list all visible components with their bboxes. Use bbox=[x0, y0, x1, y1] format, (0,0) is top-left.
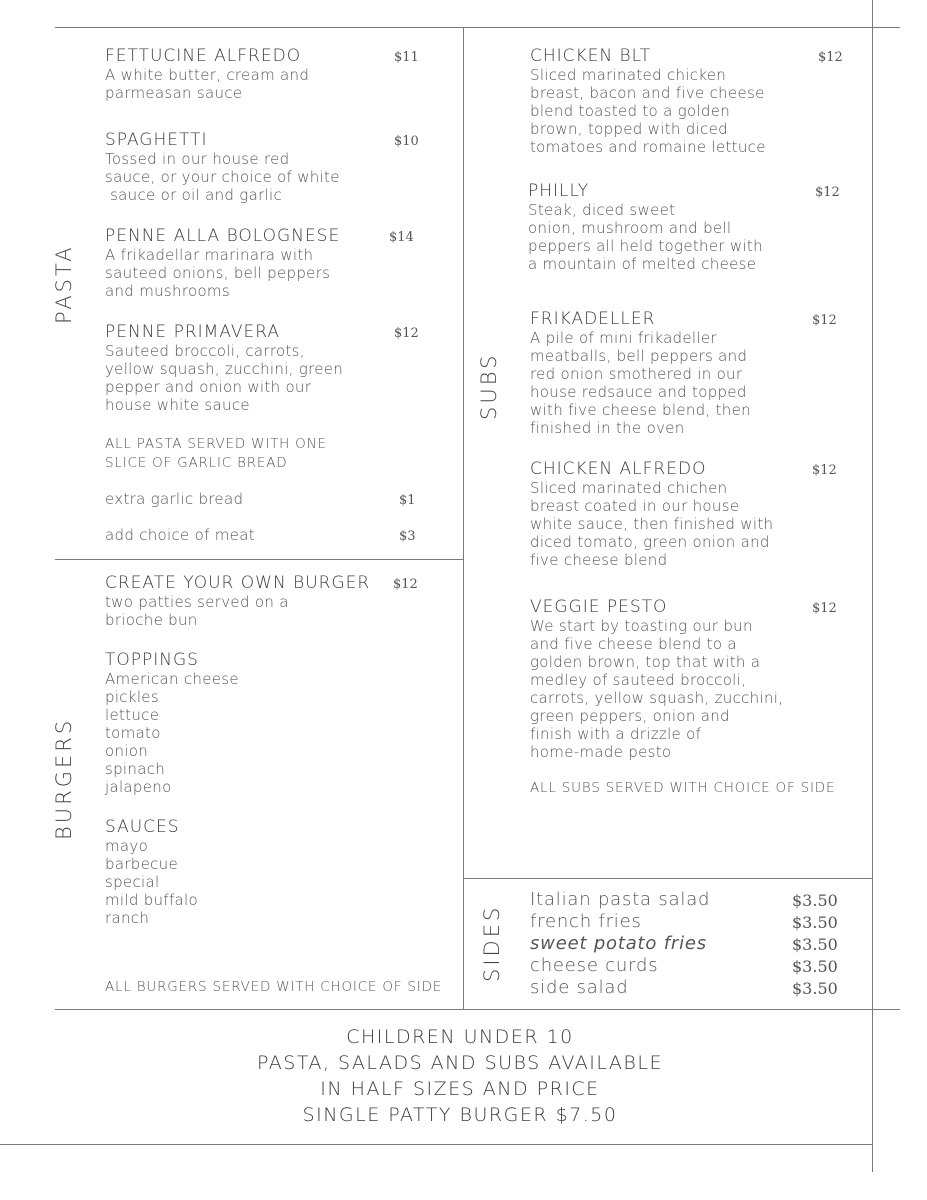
item-desc-line: sauce or oil and garlic bbox=[105, 186, 283, 204]
burgers-note: ALL BURGERS SERVED WITH CHOICE OF SIDE bbox=[105, 979, 443, 995]
item-desc-line: onion, mushroom and bell bbox=[528, 219, 732, 237]
menu-item-chicken-blt bbox=[530, 47, 810, 156]
children-note bbox=[160, 1024, 760, 1128]
sauce-item: mild buffalo bbox=[105, 891, 198, 909]
item-desc-line: breast coated in our house bbox=[530, 497, 740, 515]
toppings-list bbox=[105, 651, 405, 796]
subs-sides-divider bbox=[463, 878, 872, 879]
item-desc-line: finished in the oven bbox=[530, 419, 685, 437]
item-desc-line: A white butter, cream and bbox=[105, 66, 310, 84]
sauces-title: SAUCES bbox=[105, 817, 180, 837]
item-desc-line: house redsauce and topped bbox=[530, 383, 747, 401]
item-price: $12 bbox=[812, 463, 837, 478]
menu-item-veggie-pesto bbox=[530, 598, 810, 761]
extra-garlic-bread: extra garlic bread bbox=[105, 490, 244, 508]
item-desc-line: pepper and onion with our bbox=[105, 378, 312, 396]
add-meat-price: $3 bbox=[399, 529, 416, 544]
item-price: $11 bbox=[394, 50, 419, 65]
item-desc-line: Sauteed broccoli, carrots, bbox=[105, 342, 305, 360]
item-desc-line: Sliced marinated chichen bbox=[530, 479, 728, 497]
menu-item-chicken-alfredo bbox=[530, 460, 810, 569]
item-desc-line: white sauce, then finished with bbox=[530, 515, 774, 533]
topping-item: tomato bbox=[105, 724, 161, 742]
item-desc-line: parmeasan sauce bbox=[105, 84, 243, 102]
item-desc-line: blend toasted to a golden bbox=[530, 102, 731, 120]
footer-line: PASTA, SALADS AND SUBS AVAILABLE bbox=[257, 1052, 663, 1074]
topping-item: jalapeno bbox=[105, 778, 172, 796]
item-name: PHILLY bbox=[528, 181, 590, 201]
topping-item: American cheese bbox=[105, 670, 239, 688]
item-name: FETTUCINE ALFREDO bbox=[105, 46, 302, 66]
item-name: VEGGIE PESTO bbox=[530, 597, 668, 617]
item-desc-line: green peppers, onion and bbox=[530, 707, 730, 725]
item-desc-line: finish with a drizzle of bbox=[530, 725, 702, 743]
item-name: FRIKADELLER bbox=[530, 309, 656, 329]
item-desc-line: and mushrooms bbox=[105, 282, 230, 300]
item-desc-line: Tossed in our house red bbox=[105, 150, 290, 168]
menu-item-create-your-own-burger bbox=[105, 574, 395, 629]
item-price: $14 bbox=[389, 230, 414, 245]
add-meat: add choice of meat bbox=[105, 526, 255, 544]
menu-item-frikadeller bbox=[530, 310, 810, 437]
note-line: ALL PASTA SERVED WITH ONE bbox=[105, 436, 327, 452]
topping-item: lettuce bbox=[105, 706, 160, 724]
item-desc-line: sauteed onions, bell peppers bbox=[105, 264, 331, 282]
item-name: CREATE YOUR OWN BURGER bbox=[105, 573, 371, 593]
menu-item-philly bbox=[528, 182, 808, 273]
topping-item: pickles bbox=[105, 688, 159, 706]
item-desc-line: diced tomato, green onion and bbox=[530, 533, 770, 551]
item-price: $10 bbox=[394, 134, 419, 149]
item-desc-line: tomatoes and romaine lettuce bbox=[530, 138, 766, 156]
item-desc-line: meatballs, bell peppers and bbox=[530, 347, 748, 365]
sauces-list bbox=[105, 818, 405, 927]
side-item-price: $3.50 bbox=[792, 891, 838, 910]
side-item-name: side salad bbox=[530, 977, 629, 998]
item-desc-line: brioche bun bbox=[105, 611, 198, 629]
footer-line: CHILDREN UNDER 10 bbox=[346, 1026, 574, 1048]
sauce-item: barbecue bbox=[105, 855, 179, 873]
item-desc-line: A frikadellar marinara with bbox=[105, 246, 314, 264]
item-desc-line: yellow squash, zucchini, green bbox=[105, 360, 344, 378]
pasta-note bbox=[105, 435, 327, 473]
item-name: PENNE PRIMAVERA bbox=[105, 322, 280, 342]
item-price: $12 bbox=[812, 601, 837, 616]
center-divider bbox=[463, 27, 464, 1010]
item-desc-line: sauce, or your choice of white bbox=[105, 168, 340, 186]
side-item-price: $3.50 bbox=[792, 913, 838, 932]
burgers-section-label: BURGERS bbox=[52, 717, 76, 840]
item-desc-line: breast, bacon and five cheese bbox=[530, 84, 765, 102]
pasta-section-label: PASTA bbox=[52, 244, 76, 324]
pasta-burgers-divider bbox=[55, 559, 463, 560]
menu-item-spaghetti bbox=[105, 131, 395, 204]
footer-top-rule bbox=[55, 1009, 900, 1010]
menu-item-fettucine-alfredo bbox=[105, 47, 395, 102]
side-item-name: Italian pasta salad bbox=[530, 889, 711, 910]
right-edge-rule bbox=[872, 0, 873, 1172]
footer-line: SINGLE PATTY BURGER $7.50 bbox=[302, 1104, 618, 1126]
item-desc-line: brown, topped with diced bbox=[530, 120, 728, 138]
item-desc-line: two patties served on a bbox=[105, 593, 289, 611]
sauce-item: mayo bbox=[105, 837, 149, 855]
item-desc-line: home-made pesto bbox=[530, 743, 672, 761]
footer-line: IN HALF SIZES AND PRICE bbox=[320, 1078, 600, 1100]
item-name: CHICKEN BLT bbox=[530, 46, 652, 66]
item-desc-line: carrots, yellow squash, zucchini, bbox=[530, 689, 784, 707]
item-price: $12 bbox=[812, 313, 837, 328]
menu-item-penne-alla-bolognese bbox=[105, 227, 395, 300]
side-item-name: french fries bbox=[530, 911, 642, 932]
top-rule bbox=[55, 27, 900, 28]
note-line: SLICE OF GARLIC BREAD bbox=[105, 455, 288, 471]
sauce-item: ranch bbox=[105, 909, 150, 927]
item-desc-line: Steak, diced sweet bbox=[528, 201, 676, 219]
item-desc-line: medley of sauteed broccoli, bbox=[530, 671, 747, 689]
item-name: CHICKEN ALFREDO bbox=[530, 459, 707, 479]
subs-section-label: SUBS bbox=[477, 352, 501, 420]
side-item-price: $3.50 bbox=[792, 935, 838, 954]
footer-bottom-rule bbox=[0, 1144, 872, 1145]
item-desc-line: red onion smothered in our bbox=[530, 365, 743, 383]
side-item-price: $3.50 bbox=[792, 979, 838, 998]
item-desc-line: five cheese blend bbox=[530, 551, 668, 569]
item-desc-line: Sliced marinated chicken bbox=[530, 66, 727, 84]
subs-note: ALL SUBS SERVED WITH CHOICE OF SIDE bbox=[530, 780, 836, 796]
item-desc-line: a mountain of melted cheese bbox=[528, 255, 757, 273]
item-price: $12 bbox=[393, 577, 418, 592]
topping-item: onion bbox=[105, 742, 149, 760]
side-item-price: $3.50 bbox=[792, 957, 838, 976]
item-desc-line: We start by toasting our bun bbox=[530, 617, 753, 635]
menu-item-penne-primavera bbox=[105, 323, 395, 414]
item-price: $12 bbox=[394, 326, 419, 341]
item-name: PENNE ALLA BOLOGNESE bbox=[105, 226, 341, 246]
item-price: $12 bbox=[818, 50, 843, 65]
item-desc-line: and five cheese blend to a bbox=[530, 635, 737, 653]
item-desc-line: peppers all held together with bbox=[528, 237, 763, 255]
item-desc-line: house white sauce bbox=[105, 396, 250, 414]
item-desc-line: golden brown, top that with a bbox=[530, 653, 761, 671]
sides-section-label: SIDES bbox=[480, 904, 504, 982]
item-price: $12 bbox=[815, 185, 840, 200]
side-item-name: cheese curds bbox=[530, 955, 659, 976]
item-name: SPAGHETTI bbox=[105, 130, 208, 150]
topping-item: spinach bbox=[105, 760, 166, 778]
item-desc-line: A pile of mini frikadeller bbox=[530, 329, 717, 347]
sauce-item: special bbox=[105, 873, 160, 891]
side-item-name: sweet potato fries bbox=[530, 933, 707, 954]
item-desc-line: with five cheese blend, then bbox=[530, 401, 751, 419]
toppings-title: TOPPINGS bbox=[105, 650, 199, 670]
extra-garlic-bread-price: $1 bbox=[399, 493, 416, 508]
